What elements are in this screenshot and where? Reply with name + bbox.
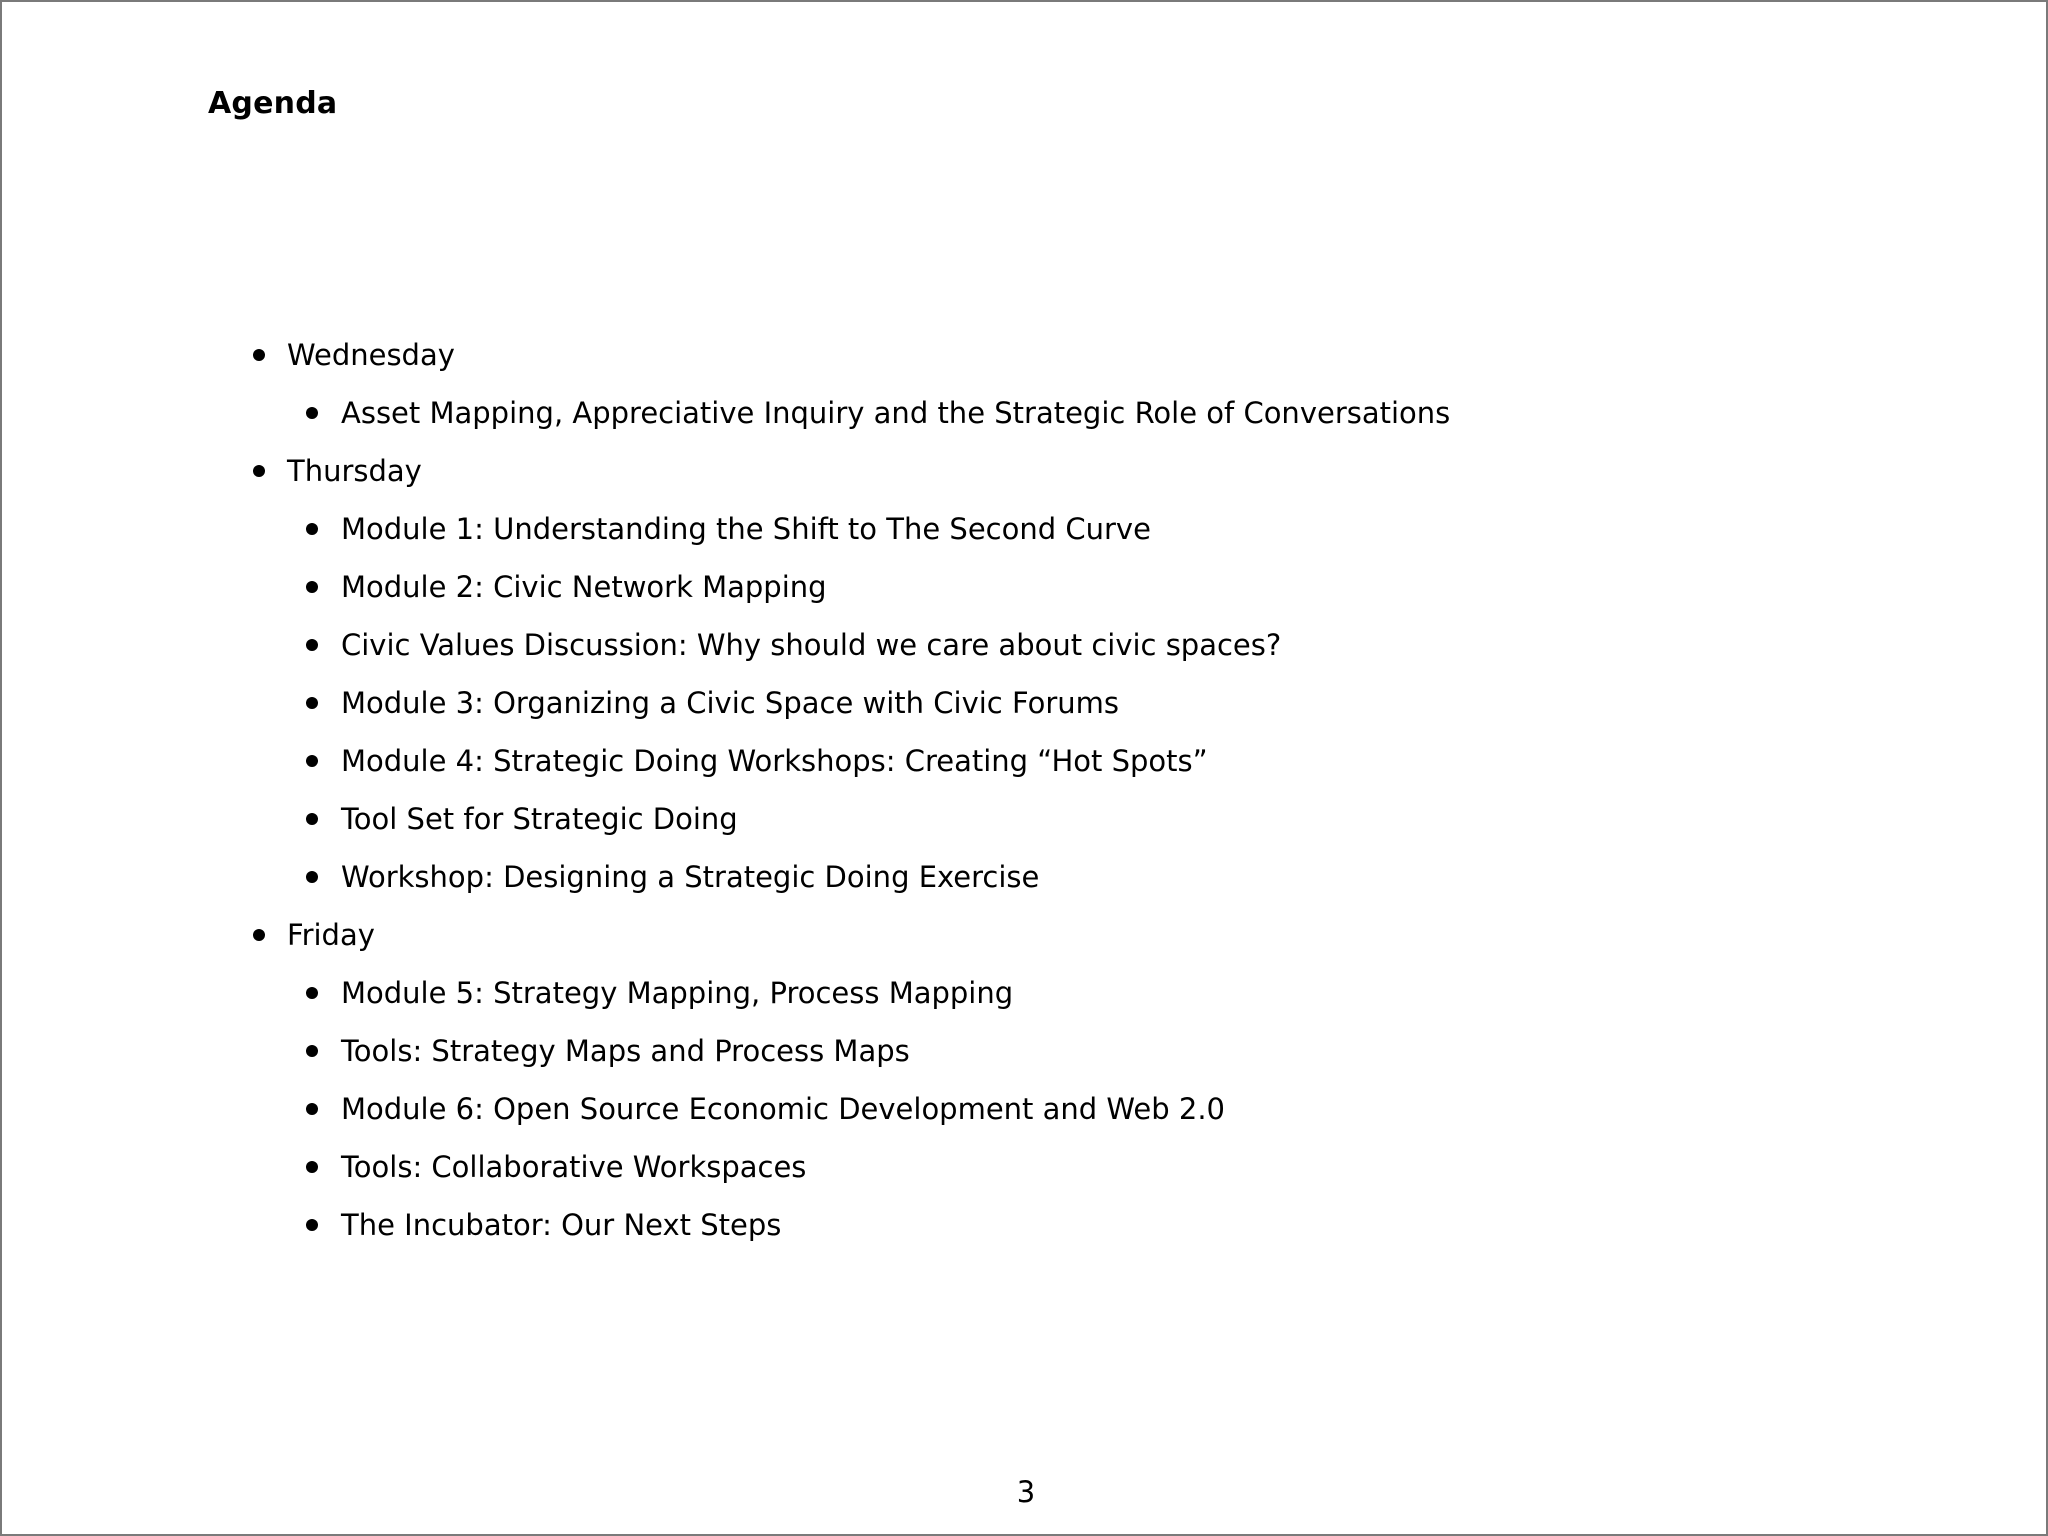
bullet-icon — [253, 465, 265, 477]
bullet-icon — [306, 1219, 318, 1231]
bullet-icon — [306, 755, 318, 767]
bullet-icon — [306, 1103, 318, 1115]
agenda-item — [2, 1138, 1450, 1196]
bullet-icon — [253, 929, 265, 941]
agenda-item — [2, 384, 1450, 442]
slide-title: Agenda — [208, 86, 338, 121]
agenda-item-label: Asset Mapping, Appreciative Inquiry and the Strategic Role of Conversations — [341, 396, 1451, 430]
agenda-item — [2, 1196, 1450, 1254]
agenda-item — [2, 732, 1450, 790]
agenda-item — [2, 1022, 1450, 1080]
day-label: Friday — [287, 918, 375, 952]
agenda-item — [2, 616, 1450, 674]
day-label: Wednesday — [287, 338, 455, 372]
bullet-icon — [306, 697, 318, 709]
bullet-icon — [306, 1045, 318, 1057]
agenda-item-label: Tools: Strategy Maps and Process Maps — [341, 1034, 910, 1068]
agenda-day-wednesday — [2, 326, 1450, 384]
agenda-item — [2, 674, 1450, 732]
bullet-icon — [253, 349, 265, 361]
agenda-item-label: Module 4: Strategic Doing Workshops: Creating “Hot Spots” — [341, 744, 1208, 778]
bullet-icon — [306, 813, 318, 825]
agenda-item-label: The Incubator: Our Next Steps — [341, 1208, 782, 1242]
agenda-item-label: Module 2: Civic Network Mapping — [341, 570, 827, 604]
bullet-icon — [306, 987, 318, 999]
agenda-item-label: Module 5: Strategy Mapping, Process Mapping — [341, 976, 1014, 1010]
agenda-day-friday — [2, 906, 1450, 964]
bullet-icon — [306, 639, 318, 651]
bullet-icon — [306, 1161, 318, 1173]
agenda-item-label: Tool Set for Strategic Doing — [341, 802, 738, 836]
agenda-item-label: Module 1: Understanding the Shift to The Second Curve — [341, 512, 1151, 546]
agenda-item-label: Module 6: Open Source Economic Development and Web 2.0 — [341, 1092, 1225, 1126]
agenda-item — [2, 500, 1450, 558]
bullet-icon — [306, 871, 318, 883]
agenda-item-label: Civic Values Discussion: Why should we care about civic spaces? — [341, 628, 1282, 662]
agenda-item-label: Tools: Collaborative Workspaces — [341, 1150, 807, 1184]
page-number: 3 — [1016, 1475, 1036, 1509]
bullet-icon — [306, 523, 318, 535]
agenda-item — [2, 790, 1450, 848]
agenda-item — [2, 964, 1450, 1022]
agenda-item-label: Module 3: Organizing a Civic Space with Civic Forums — [341, 686, 1120, 720]
agenda-item — [2, 558, 1450, 616]
agenda-list — [2, 326, 1450, 1254]
agenda-day-thursday — [2, 442, 1450, 500]
bullet-icon — [306, 581, 318, 593]
agenda-item-label: Workshop: Designing a Strategic Doing Exercise — [341, 860, 1040, 894]
agenda-item — [2, 848, 1450, 906]
day-label: Thursday — [287, 454, 422, 488]
agenda-item — [2, 1080, 1450, 1138]
bullet-icon — [306, 407, 318, 419]
